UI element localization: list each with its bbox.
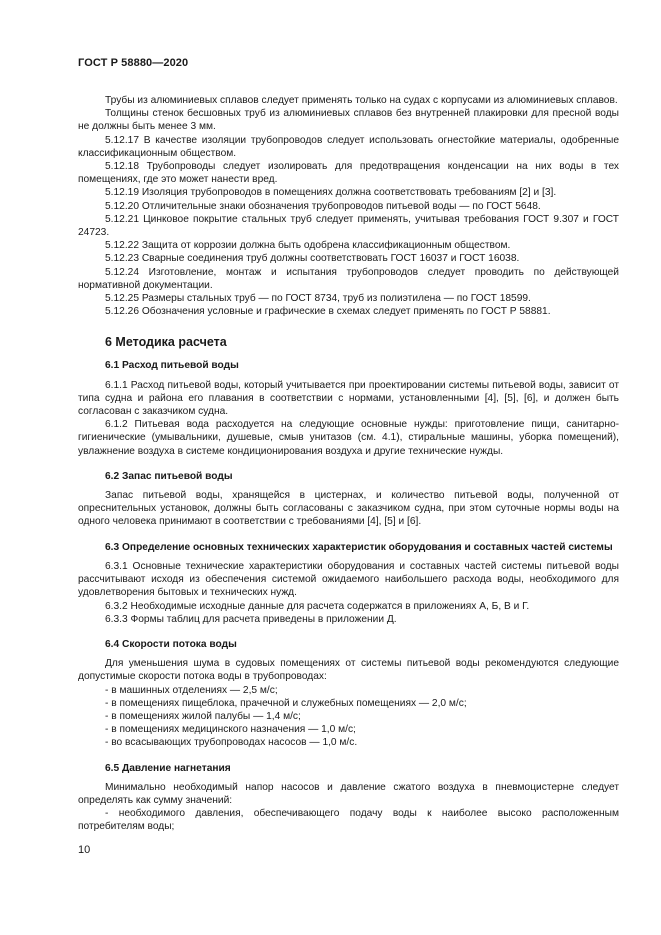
paragraph-6-2: Запас питьевой воды, хранящейся в цистернах, и количество питьевой воды, полученной от опреснительных установок, должны быть согласованы с заказчиком судна, при этом суточные нормы воды на одного человека принимают в соответствии с требованиями [4], [5] и [6]. (78, 490, 619, 528)
section-6-1-heading: 6.1 Расход питьевой воды (105, 360, 239, 372)
document-header: ГОСТ Р 58880—2020 (78, 57, 189, 69)
paragraph-5-12-20: 5.12.20 Отличительные знаки обозначения трубопроводов питьевой воды — по ГОСТ 5648. (105, 200, 541, 212)
list-item: - в помещениях медицинского назначения — 1,0 м/с; (105, 724, 356, 736)
document-body (78, 94, 619, 834)
section-6-5-heading: 6.5 Давление нагнетания (105, 762, 231, 774)
paragraph: Трубы из алюминиевых сплавов следует применять только на судах с корпусами из алюминиевых сплавов. (105, 95, 618, 106)
paragraph-6-5: Минимально необходимый напор насосов и давление сжатого воздуха в пневмоцистерне следует определять как сумму значений: (78, 781, 619, 806)
paragraph-6-1-1: 6.1.1 Расход питьевой воды, который учитывается при проектировании системы питьевой воды, зависит от типа судна и района его плавания в соответствии с нормами, установленными [4], [5], [6], и должен быть согласован с заказчиком судна. (78, 379, 619, 418)
paragraph-6-3-3: 6.3.3 Формы таблиц для расчета приведены в приложении Д. (105, 613, 397, 625)
paragraph-5-12-24: 5.12.24 Изготовление, монтаж и испытания трубопроводов следует проводить по действующей нормативной документации. (78, 266, 619, 291)
list-item: - во всасывающих трубопроводах насосов — 1,0 м/с. (105, 737, 358, 749)
list-item: - в машинных отделениях — 2,5 м/с; (105, 684, 278, 696)
paragraph-6-4: Для уменьшения шума в судовых помещениях от системы питьевой воды рекомендуются следующие допустимые скорости потока воды в трубопроводах: (78, 658, 619, 683)
paragraph-5-12-23: 5.12.23 Сварные соединения труб должны соответствовать ГОСТ 16037 и ГОСТ 16038. (105, 253, 520, 265)
list-item: - в помещениях пищеблока, прачечной и служебных помещениях — 2,0 м/с; (105, 697, 467, 709)
paragraph-6-1-2: 6.1.2 Питьевая вода расходуется на следующие основные нужды: приготовление пищи, санитарно-гигиенические (умывальники, душевые, смыв унитазов (см. 4.1), стиральные машины, уборка помещений), увлажнение воздуха в системе кондиционирования воздуха и другие технические нужды. (78, 419, 619, 457)
list-item: - в помещениях жилой палубы — 1,4 м/с; (105, 710, 301, 722)
paragraph-5-12-22: 5.12.22 Защита от коррозии должна быть одобрена классификационным обществом. (105, 240, 511, 252)
paragraph-5-12-19: 5.12.19 Изоляция трубопроводов в помещениях должна соответствовать требованиям [2] и [3]. (105, 187, 557, 199)
paragraph-5-12-25: 5.12.25 Размеры стальных труб — по ГОСТ 8734, труб из полиэтилена — по ГОСТ 18599. (105, 293, 531, 305)
paragraph-6-3-2: 6.3.2 Необходимые исходные данные для расчета содержатся в приложениях А, Б, В и Г. (105, 600, 530, 612)
paragraph-5-12-21: 5.12.21 Цинковое покрытие стальных труб следует применять, учитывая требования ГОСТ 9.307 и ГОСТ 24723. (78, 213, 619, 239)
paragraph-5-12-17: 5.12.17 В качестве изоляции трубопроводов следует использовать огнестойкие материалы, одобренные классификационным обществом. (78, 134, 619, 159)
paragraph-6-3-1: 6.3.1 Основные технические характеристики оборудования и составных частей системы питьевой воды рассчитывают исходя из обеспечения системой ожидаемого наибольшего расхода воды, необходимого для удовлетворения бытовых и технических нужд. (78, 560, 619, 599)
paragraph-5-12-26: 5.12.26 Обозначения условные и графические в схемах следует применять по ГОСТ Р 58881. (105, 306, 551, 318)
list-item: - необходимого давления, обеспечивающего подачу воды к наиболее высоко расположенным потребителям воды; (78, 808, 619, 833)
paragraph: Толщины стенок бесшовных труб из алюминиевых сплавов без внутренней плакировки для пресной воды не должны быть менее 3 мм. (78, 108, 619, 133)
page-number: 10 (78, 844, 91, 856)
section-6-2-heading: 6.2 Запас питьевой воды (105, 470, 233, 482)
paragraph-5-12-18: 5.12.18 Трубопроводы следует изолировать для предотвращения конденсации на них воды в тех помещениях, где это может нанести вред. (78, 161, 619, 186)
section-6-4-heading: 6.4 Скорости потока воды (105, 638, 237, 650)
section-6-3-heading: 6.3 Определение основных технических характеристик оборудования и составных частей системы (105, 541, 613, 553)
section-6-heading: 6 Методика расчета (105, 335, 227, 350)
